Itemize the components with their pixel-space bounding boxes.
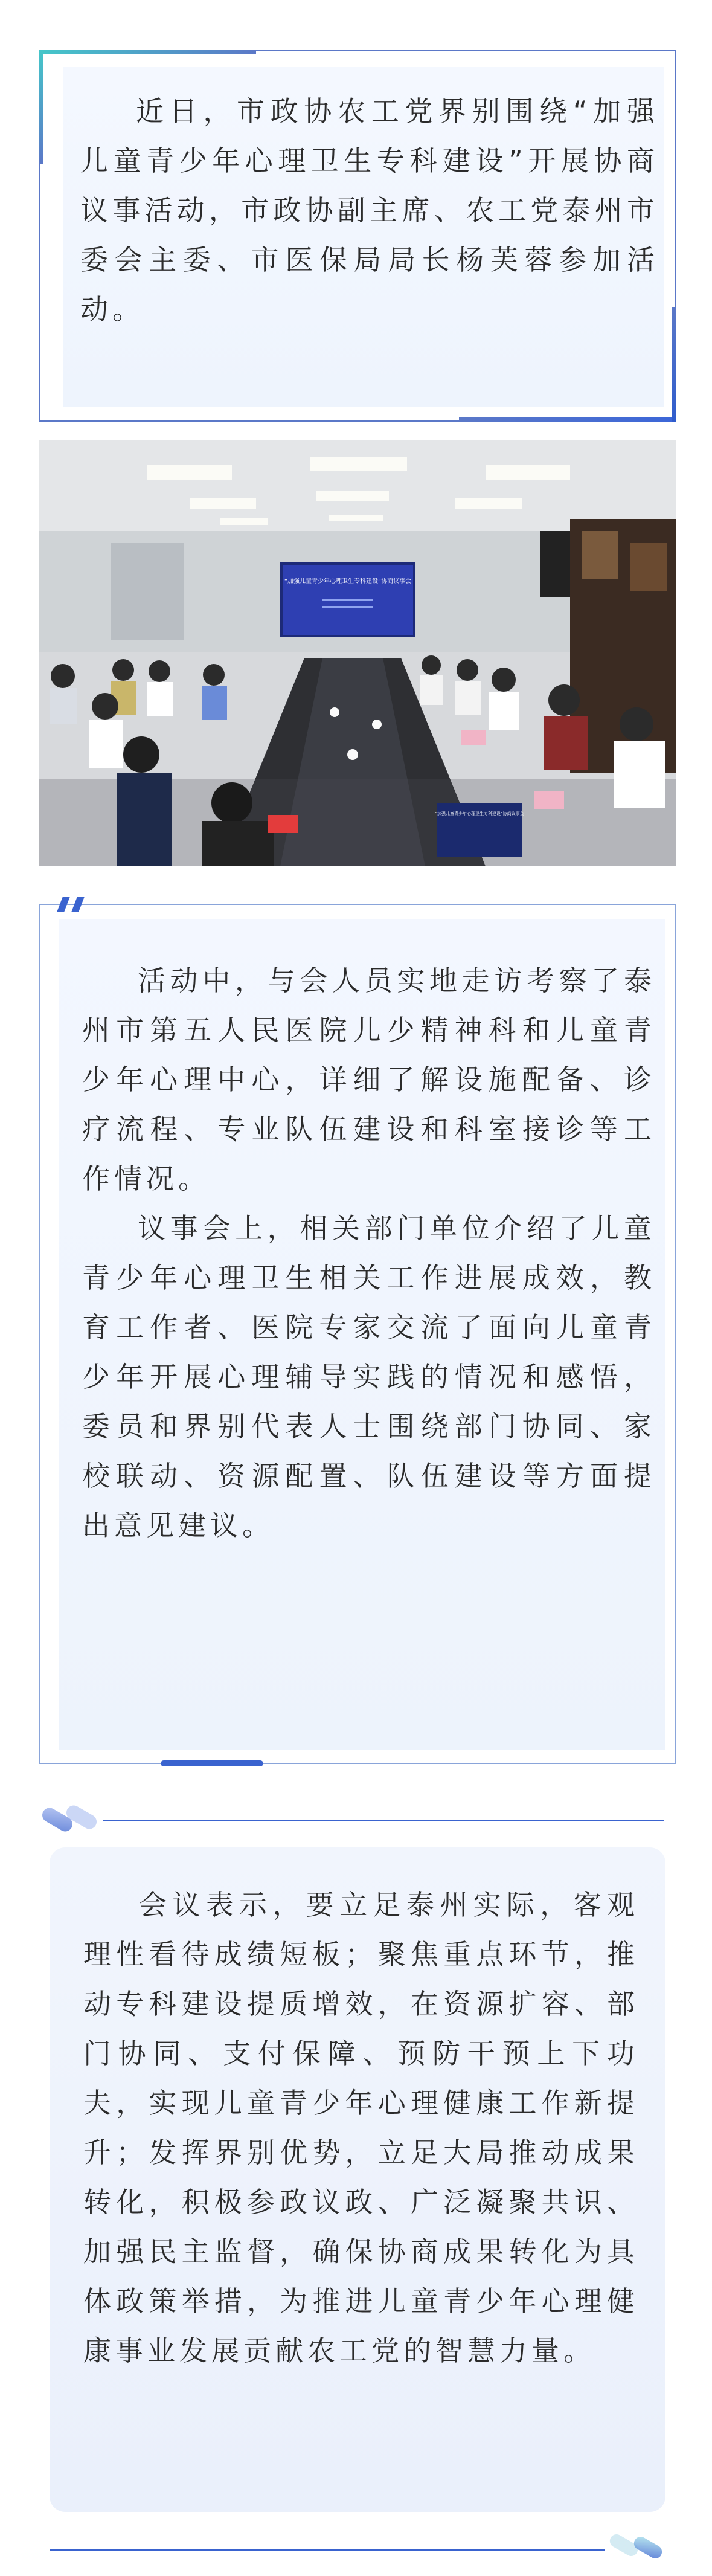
- conclusion-panel: [50, 1847, 665, 2512]
- decorative-dots-icon: [39, 1804, 105, 1835]
- meeting-photo: [39, 440, 676, 866]
- banner-text: “加强儿童青少年心理卫生专科建设”协商议事会: [435, 811, 524, 816]
- corner-accent-bottom-right-vertical: [672, 307, 676, 422]
- activity-panel: [39, 904, 676, 1764]
- intro-paragraph: 近日，市政协农工党界别围绕“加强儿童青少年心理卫生专科建设”开展协商议事活动，市政协副主席、农工党泰州市委会主委、市医保局局长杨芙蓉参加活动。: [80, 95, 659, 326]
- intro-text-wrap: [80, 86, 659, 334]
- conclusion-text-wrap: [83, 1880, 639, 2375]
- decorative-dots-icon-right: [605, 2530, 672, 2564]
- bottom-accent-bar: [161, 1760, 263, 1766]
- meeting-photo-illustration: [39, 440, 676, 866]
- activity-text-wrap: [82, 956, 656, 1550]
- divider-line-top: [103, 1820, 664, 1821]
- intro-panel: [39, 50, 676, 422]
- activity-paragraph-2: 议事会上，相关部门单位介绍了儿童青少年心理卫生相关工作进展成效，教育工作者、医院专家交流了面向儿童青少年开展心理辅导实践的情况和感悟，委员和界别代表人士围绕部门协同、家校联动、资源配置、队伍建设等方面提出意见建议。: [82, 1212, 656, 1542]
- corner-accent-top-left: [39, 50, 256, 54]
- corner-accent-top-left-vertical: [39, 50, 43, 164]
- divider-line-bottom: [50, 2549, 605, 2551]
- conclusion-paragraph: 会议表示，要立足泰州实际，客观理性看待成绩短板；聚焦重点环节，推动专科建设提质增效，在资源扩容、部门协同、支付保障、预防干预上下功夫，实现儿童青少年心理健康工作新提升；发挥界别优势，立足大局推动成果转化，积极参政议政、广泛凝聚共识、加强民主监督，确保协商成果转化为具体政策举措，为推进儿童青少年心理健康事业发展贡献农工党的智慧力量。: [83, 1889, 639, 2367]
- activity-paragraph-1: 活动中，与会人员实地走访考察了泰州市第五人民医院儿少精神科和儿童青少年心理中心，详细了解设施配备、诊疗流程、专业队伍建设和科室接诊等工作情况。: [82, 964, 656, 1195]
- screen-text: “加强儿童青少年心理卫生专科建设”协商议事会: [284, 578, 412, 585]
- quote-mark-icon: [57, 897, 93, 912]
- corner-accent-bottom-right: [459, 417, 676, 422]
